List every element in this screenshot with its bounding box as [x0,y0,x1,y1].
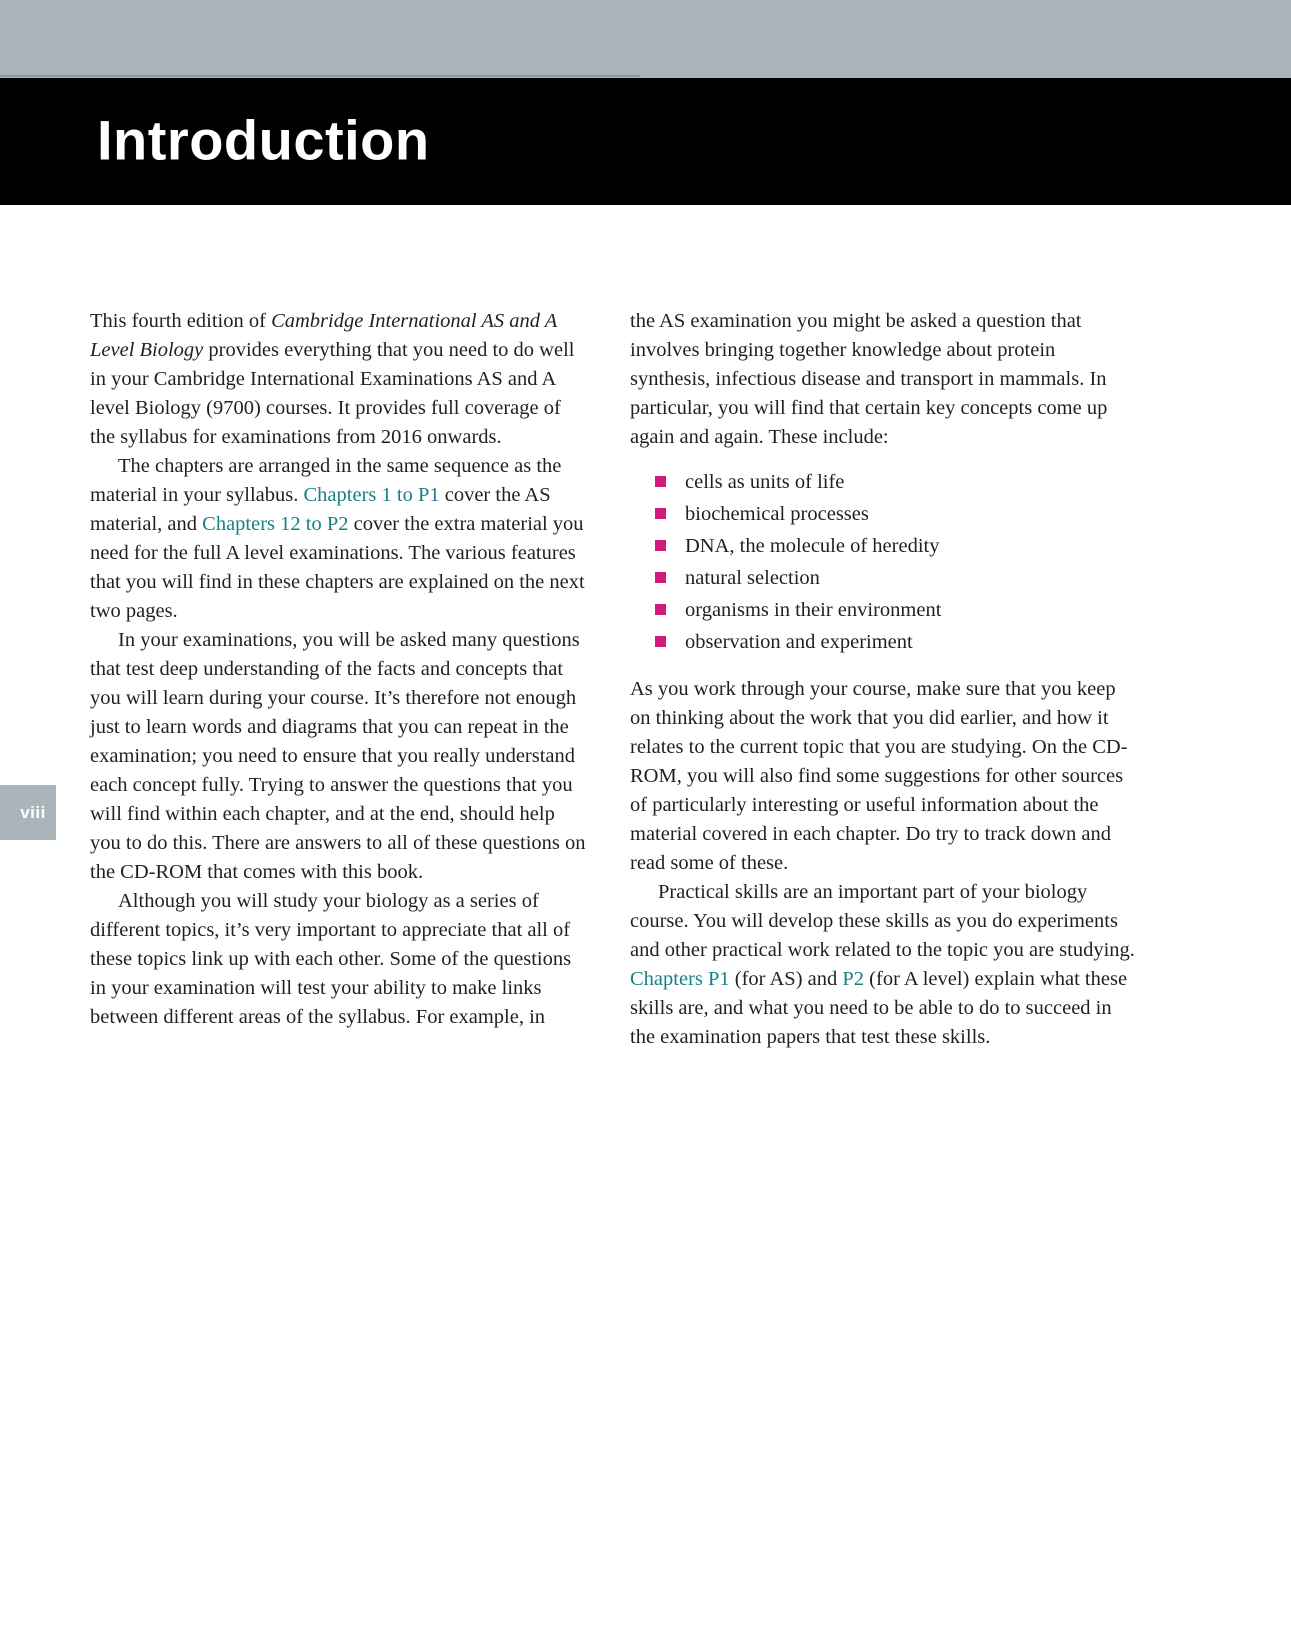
text-run: This fourth edition of [90,310,272,332]
list-item [655,530,1136,562]
text-run: As you work through your course, make sure that you keep on thinking about the work that you did earlier, and how it relates to the current topic that you are studying. On the CD-ROM, you will also find some suggestions for other sources of particularly interesting or useful information about the material covered in each chapter. Do try to track down and read some of these. [630,678,1128,874]
chapter-banner [0,78,1291,205]
text-run: Cambridge International AS and A Level Biology [90,310,557,361]
page-title: Introduction [97,108,430,172]
top-band [0,0,1291,78]
chapter-link[interactable]: Chapters 12 to P2 [202,513,349,535]
paragraph [90,452,590,626]
text-run: the AS examination you might be asked a question that involves bringing together knowledge about protein synthesis, infectious disease and transport in mammals. In particular, you will find that certain key concepts come up again and again. These include: [630,310,1108,448]
text-run: Although you will study your biology as a series of different topics, it’s very important to appreciate that all of these topics link up with each other. Some of the questions in your examination will test your ability to make links between different areas of the syllabus. For example, in [90,890,572,1028]
chapter-link[interactable]: Chapters P1 [630,968,730,990]
text-run: (for AS) and [729,968,843,990]
list-item [655,562,1136,594]
page-number-label: viii [20,802,46,822]
key-concepts-list [630,466,1136,658]
right-column [630,307,1136,1052]
bullet-square-icon [655,508,666,519]
left-column [90,307,590,1052]
text-run: cover the AS material, and [90,484,551,535]
text-run: cover the extra material you need for the full A level examinations. The various features that you will find in these chapters are explained on the next two pages. [90,513,585,622]
bullet-square-icon [655,476,666,487]
page-number-tab [0,785,56,840]
list-item [655,594,1136,626]
bullet-item-label: observation and experiment [685,631,913,653]
bullet-item-label: DNA, the molecule of heredity [685,535,940,557]
chapter-link[interactable]: Chapters 1 to P1 [303,484,440,506]
content [90,307,1136,1052]
bullet-item-label: organisms in their environment [685,599,942,621]
paragraph [630,675,1136,878]
paragraph [90,887,590,1032]
text-run: In your examinations, you will be asked many questions that test deep understanding of the facts and concepts that you will learn during your course. It’s therefore not enough just to learn words and diagrams that you can repeat in the examination; you need to ensure that you really understand each concept fully. Trying to answer the questions that you will find within each chapter, and at the end, should help you to do this. There are answers to all of these questions on the CD-ROM that comes with this book. [90,629,586,883]
bullet-square-icon [655,604,666,615]
bullet-square-icon [655,636,666,647]
chapter-link[interactable]: P2 [842,968,865,990]
list-item [655,466,1136,498]
bullet-square-icon [655,540,666,551]
list-item [655,498,1136,530]
bullet-item-label: cells as units of life [685,471,845,493]
text-run: Practical skills are an important part of your biology course. You will develop these skills as you do experiments and other practical work related to the topic you are studying. [630,881,1135,961]
band-seam-line [0,75,640,77]
paragraph [630,878,1136,1052]
text-run: The chapters are arranged in the same sequence as the material in your syllabus. [90,455,562,506]
bullet-item-label: natural selection [685,567,820,589]
bullet-square-icon [655,572,666,583]
paragraph [90,307,590,452]
bullet-item-label: biochemical processes [685,503,869,525]
paragraph [90,626,590,887]
text-run: (for A level) explain what these skills are, and what you need to be able to do to succeed in the examination papers that test these skills. [630,968,1128,1048]
paragraph [630,307,1136,452]
list-item [655,626,1136,658]
text-run: provides everything that you need to do well in your Cambridge International Examinations AS and A level Biology (9700) courses. It provides full coverage of the syllabus for examinations from 2016 onwards. [90,339,575,448]
